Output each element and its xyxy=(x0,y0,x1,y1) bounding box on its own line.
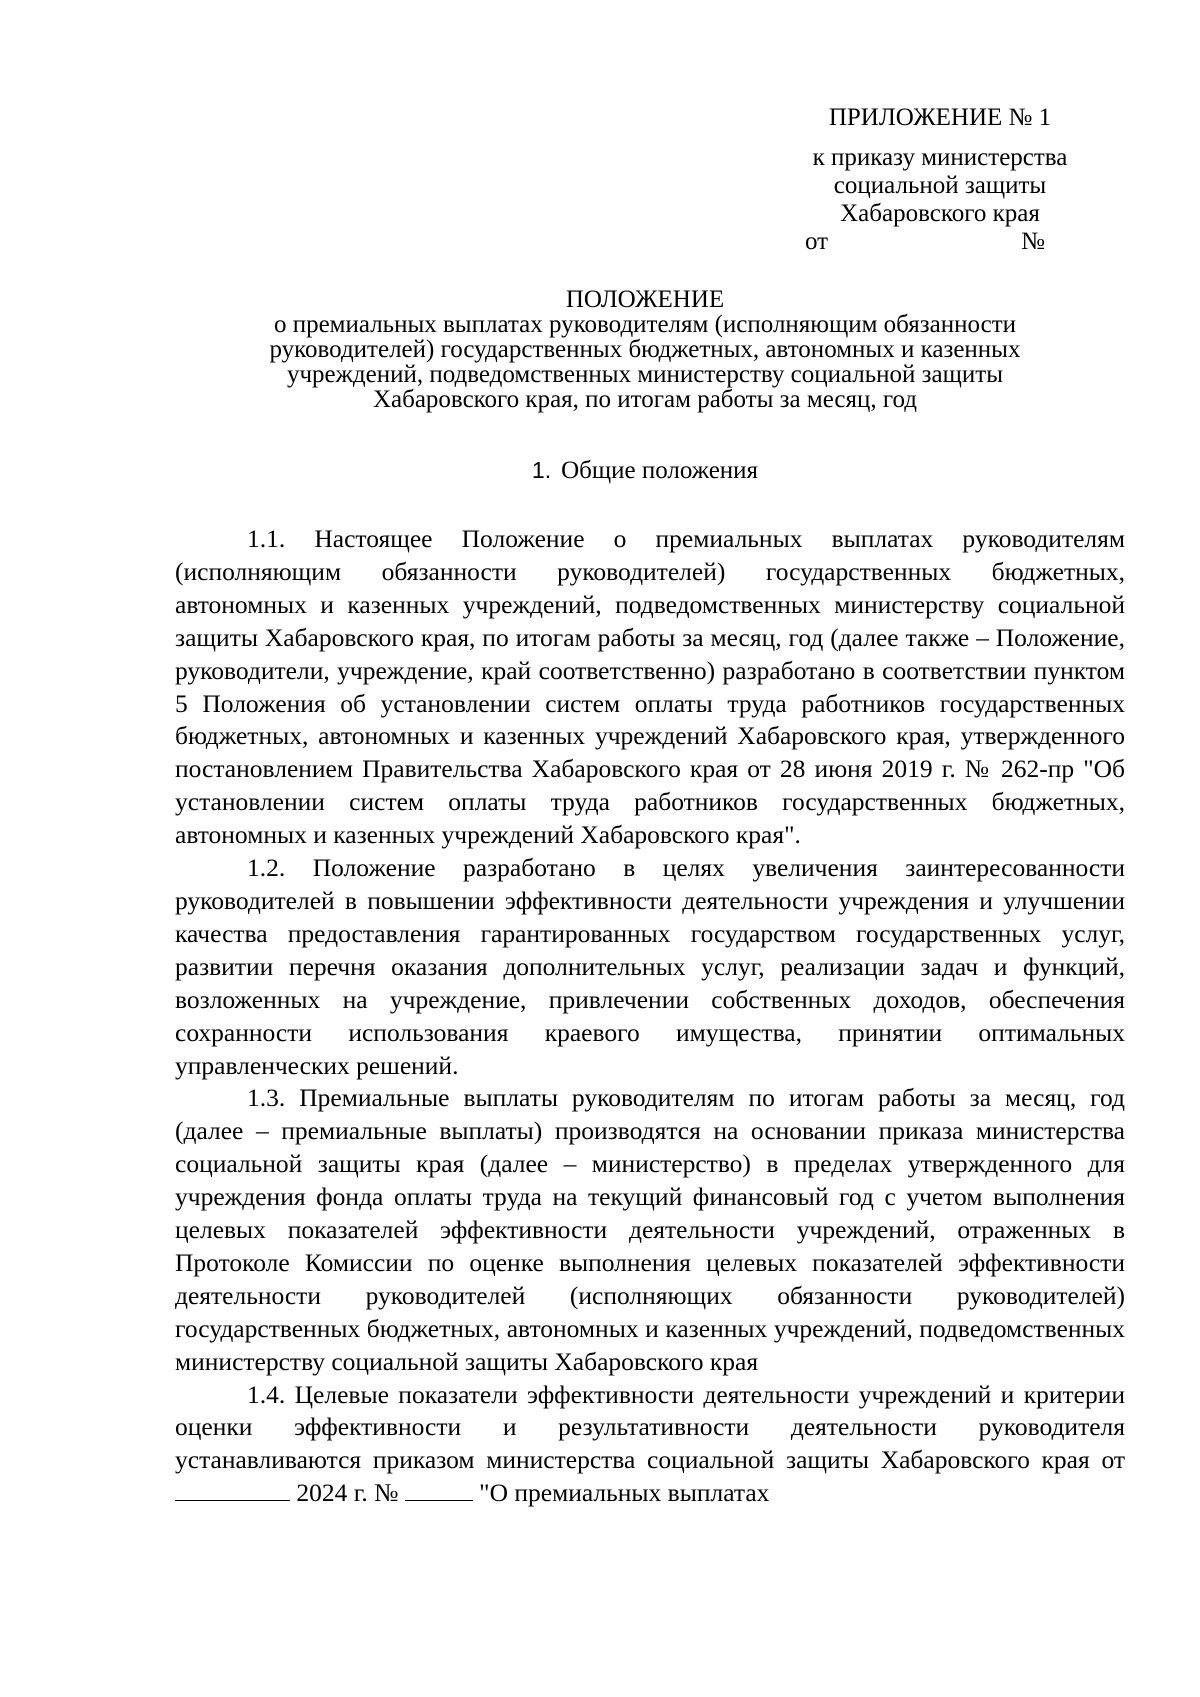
appendix-date-line xyxy=(805,228,1075,256)
date-blank xyxy=(175,1480,290,1501)
title-line-4: Хабаровского края, по итогам работы за месяц, год xyxy=(372,386,918,413)
paragraph-1-1: 1.1. Настоящее Положение о премиальных выплатах руководителям (исполняющим обязанности руководителей) государственных бюджетных, автономных и казенных учреждений, подведомственных министерству социальной защиты Хабаровского края, по итогам работы за месяц, год (далее также – Положение, руководители, учреждение, край соответственно) разработано в соответствии пунктом 5 Положения об установлении систем оплаты труда работников государственных бюджетных, автономных и казенных учреждений Хабаровского края, утвержденного постановлением Правительства Хабаровского края от 28 июня 2019 г. № 262-пр "Об установлении систем оплаты труда работников государственных бюджетных, автономных и казенных учреждений Хабаровского края". xyxy=(175,524,1125,850)
document-title xyxy=(175,287,1115,412)
appendix-line-3: Хабаровского края xyxy=(840,200,1040,227)
appendix-heading: ПРИЛОЖЕНИЕ № 1 xyxy=(828,104,1052,131)
section-heading xyxy=(175,455,1115,486)
paragraph-1-4-year: 2024 г. № xyxy=(296,1478,399,1508)
appendix-line-1: к приказу министерства xyxy=(812,144,1068,171)
appendix-number-sign: № xyxy=(1021,228,1045,255)
section-number: 1. xyxy=(531,457,552,483)
title-heading: ПОЛОЖЕНИЕ xyxy=(565,286,725,313)
document-body xyxy=(175,523,1125,1510)
section-title: Общие положения xyxy=(561,457,759,484)
number-blank xyxy=(405,1480,473,1501)
appendix-block xyxy=(790,104,1090,256)
appendix-date-from: от xyxy=(805,228,829,255)
paragraph-1-4-end: "О премиальных выплатах xyxy=(479,1478,770,1508)
appendix-line-2: социальной защиты xyxy=(833,172,1047,199)
paragraph-1-3: 1.3. Премиальные выплаты руководителям по итогам работы за месяц, год (далее – премиальные выплаты) производятся на основании приказа министерства социальной защиты края (далее – министерство) в пределах утвержденного для учреждения фонда оплаты труда на текущий финансовый год с учетом выполнения целевых показателей эффективности деятельности учреждений, отраженных в Протоколе Комиссии по оценке выполнения целевых показателей эффективности деятельности руководителей (исполняющих обязанности руководителей) государственных бюджетных, автономных и казенных учреждений, подведомственных министерству социальной защиты Хабаровского края xyxy=(175,1083,1125,1376)
paragraph-1-2: 1.2. Положение разработано в целях увеличения заинтересованности руководителей в повышении эффективности деятельности учреждения и улучшении качества предоставления гарантированных государством государственных услуг, развитии перечня оказания дополнительных услуг, реализации задач и функций, возложенных на учреждение, привлечении собственных доходов, обеспечения сохранности использования краевого имущества, принятии оптимальных управленческих решений. xyxy=(175,853,1125,1080)
paragraph-1-4 xyxy=(175,1379,1125,1511)
paragraph-1-4-start: 1.4. Целевые показатели эффективности деятельности учреждений и критерии оценки эффективности и результативности деятельности руководителя устанавливаются приказом министерства социальной защиты Хабаровского края от xyxy=(175,1379,1125,1475)
title-line-1: о премиальных выплатах руководителям (исполняющим обязанности xyxy=(273,311,1017,338)
title-line-3: учреждений, подведомственных министерству социальной защиты xyxy=(286,361,1003,388)
title-line-2: руководителей) государственных бюджетных, автономных и казенных xyxy=(269,336,1021,363)
